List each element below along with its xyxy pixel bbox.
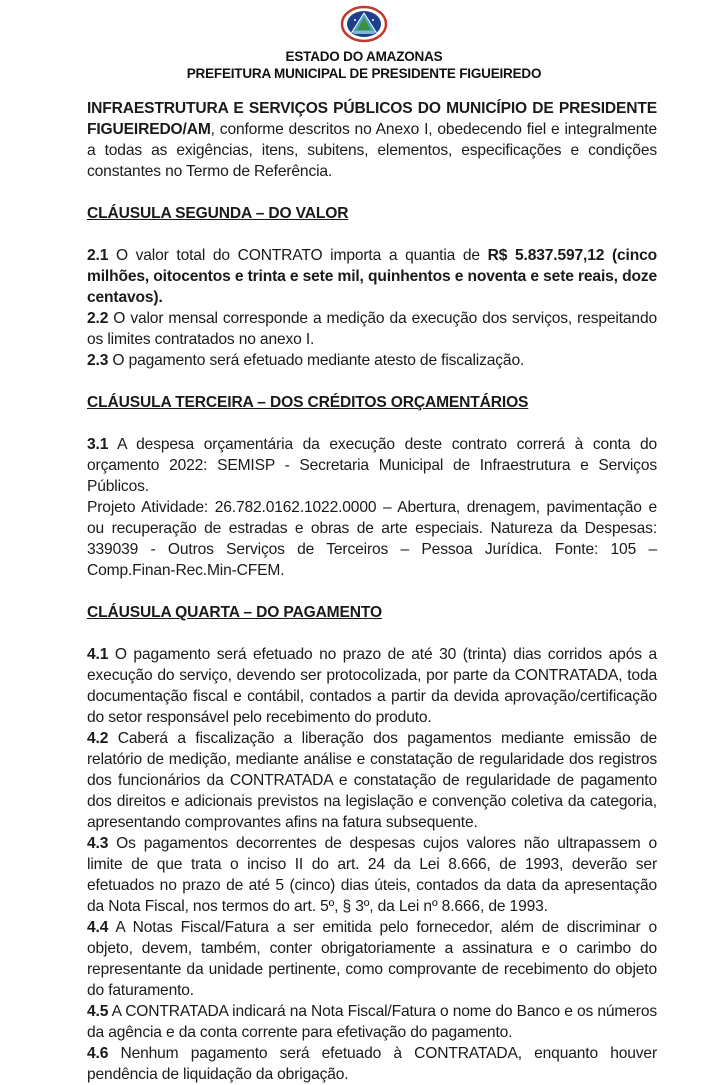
contract-body bbox=[87, 98, 657, 1085]
state-heading: ESTADO DO AMAZONAS bbox=[285, 49, 443, 64]
item-text: O valor total do CONTRATO importa a quantia de bbox=[108, 247, 488, 264]
clause-4-4 bbox=[87, 917, 657, 1001]
item-number: 2.3 bbox=[87, 352, 109, 369]
item-number: 4.6 bbox=[87, 1045, 109, 1062]
item-text: O valor mensal corresponde a medição da execução dos serviços, respeitando os limites contratados no anexo I. bbox=[87, 310, 657, 348]
item-number: 4.4 bbox=[87, 919, 109, 936]
coat-of-arms-logo bbox=[340, 4, 388, 44]
item-text: O pagamento será efetuado mediante atesto de fiscalização. bbox=[108, 352, 525, 369]
clause-4-1 bbox=[87, 644, 657, 728]
clause-4-6 bbox=[87, 1043, 657, 1085]
clause-4-3 bbox=[87, 833, 657, 917]
clause-3-title: CLÁUSULA TERCEIRA – DOS CRÉDITOS ORÇAMENTÁRIOS bbox=[87, 394, 529, 411]
clause-3-project: Projeto Atividade: 26.782.0162.1022.0000 – Abertura, drenagem, pavimentação e ou recuperação de estradas e obras de arte especiais. Natureza da Despesas: 339039 - Outros Serviços de Terceiros – Pessoa Jurídica. Fonte: 105 – Comp.Finan-Rec.Min-CFEM. bbox=[87, 499, 657, 579]
clause-4-2 bbox=[87, 728, 657, 833]
intro-object-bold: INFRAESTRUTURA E SERVIÇOS PÚBLICOS DO MUNICÍPIO DE PRESIDENTE FIGUEIREDO/AM bbox=[87, 100, 657, 138]
item-number: 4.3 bbox=[87, 835, 109, 852]
clause-4-5 bbox=[87, 1001, 657, 1043]
item-text: Caberá a fiscalização a liberação dos pagamentos mediante emissão de relatório de medição, mediante análise e constatação de regularidade dos registros dos funcionários da CONTRATADA e constatação de regularidade de pagamento dos direitos e adicionais previstos na legislação e convenção coletiva da categoria, apresentando comprovantes afins na fatura subsequente. bbox=[87, 730, 657, 831]
item-text: A despesa orçamentária da execução deste contrato correrá à conta do orçamento 2022: SEMISP - Secretaria Municipal de Infraestrutura e Serviços Públicos. bbox=[87, 436, 657, 495]
item-text: O pagamento será efetuado no prazo de até 30 (trinta) dias corridos após a execução do serviço, devendo ser protocolizada, por parte da CONTRATADA, toda documentação fiscal e contábil, contados a partir da devida aprovação/certificação do setor responsável pelo recebimento do produto. bbox=[87, 646, 657, 726]
clause-4-title: CLÁUSULA QUARTA – DO PAGAMENTO bbox=[87, 604, 382, 621]
item-text: A Notas Fiscal/Fatura a ser emitida pelo fornecedor, além de discriminar o objeto, devem, também, conter obrigatoriamente a assinatura e o carimbo do representante da unidade pertinente, como comprovante de recebimento do objeto do faturamento. bbox=[87, 919, 657, 999]
contract-value-bold: R$ 5.837.597,12 (cinco milhões, oitocentos e trinta e sete mil, quinhentos e noventa e sete reais, doze centavos). bbox=[87, 247, 657, 306]
item-number: 3.1 bbox=[87, 436, 109, 453]
intro-paragraph bbox=[87, 98, 657, 182]
intro-text: , conforme descritos no Anexo I, obedecendo fiel e integralmente a todas as exigências, itens, subitens, elementos, especificações e condições constantes no Termo de Referência. bbox=[87, 121, 657, 180]
clause-3-1 bbox=[87, 434, 657, 497]
item-number: 4.2 bbox=[87, 730, 109, 747]
item-text: Os pagamentos decorrentes de despesas cujos valores não ultrapassem o limite de que trata o inciso II do art. 24 da Lei 8.666, de 1993, deverão ser efetuados no prazo de até 5 (cinco) dias úteis, contados da data da apresentação da Nota Fiscal, nos termos do art. 5º, § 3º, da Lei nº 8.666, de 1993. bbox=[87, 835, 657, 915]
item-text: Nenhum pagamento será efetuado à CONTRATADA, enquanto houver pendência de liquidação da obrigação. bbox=[87, 1045, 657, 1083]
clause-2-2 bbox=[87, 308, 657, 350]
clause-2-1 bbox=[87, 245, 657, 308]
item-number: 2.1 bbox=[87, 247, 109, 264]
clause-2-title: CLÁUSULA SEGUNDA – DO VALOR bbox=[87, 205, 349, 222]
clause-2-3 bbox=[87, 350, 657, 371]
coat-of-arms-icon bbox=[340, 4, 388, 44]
prefecture-heading: PREFEITURA MUNICIPAL DE PRESIDENTE FIGUEIREDO bbox=[186, 66, 542, 81]
item-number: 4.5 bbox=[87, 1003, 109, 1020]
item-number: 4.1 bbox=[87, 646, 109, 663]
item-number: 2.2 bbox=[87, 310, 109, 327]
item-text: A CONTRATADA indicará na Nota Fiscal/Fatura o nome do Banco e os números da agência e da conta corrente para efetivação do pagamento. bbox=[87, 1003, 657, 1041]
